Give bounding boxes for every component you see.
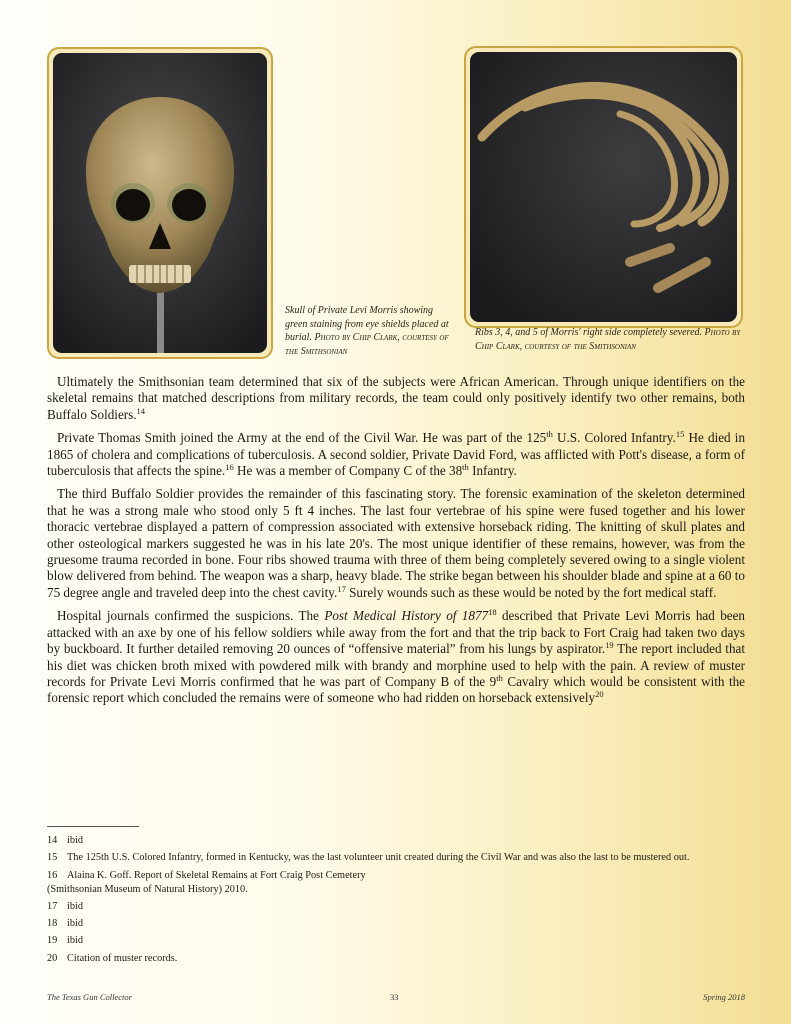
paragraph-text: He died in 1865 of cholera and complications of tuberculosis. A second soldier, Private David Ford, was afflicted with Pott's disease, a form of tuberculosis that affects the spine. bbox=[47, 430, 746, 479]
paragraph-text: Surely wounds such as these would be noted by the fort medical staff. bbox=[345, 584, 717, 600]
footnote-ref: 15 bbox=[675, 429, 685, 440]
footnote-text: The 125th U.S. Colored Infantry, formed in Kentucky, was the last volunteer unit created during the Civil War and was also the last to be mustered out. bbox=[67, 852, 690, 864]
footnote-text-line2: (Smithsonian Museum of Natural History) 2010. bbox=[47, 883, 248, 895]
footnote-ref: 18 bbox=[488, 607, 497, 618]
paragraph-text: Infantry. bbox=[468, 463, 517, 479]
footnote-text: ibid bbox=[67, 835, 84, 846]
footnote-number: 17 bbox=[47, 900, 58, 912]
footnote-number: 19 bbox=[47, 935, 58, 947]
footer-issue: Spring 2018 bbox=[703, 992, 745, 1002]
paragraph-1 bbox=[47, 374, 745, 423]
footnotes bbox=[47, 834, 747, 969]
footnote-ref: 20 bbox=[595, 689, 604, 700]
paragraph-3 bbox=[47, 486, 745, 601]
footer-publication: The Texas Gun Collector bbox=[47, 992, 132, 1002]
ordinal-suffix: th bbox=[462, 462, 469, 473]
footnote-text: ibid bbox=[67, 935, 84, 947]
footnote bbox=[47, 900, 747, 914]
ribs-caption bbox=[475, 326, 745, 353]
skull-caption bbox=[285, 304, 455, 358]
skull-photo-frame bbox=[47, 47, 273, 359]
footnote-text: Citation of muster records. bbox=[67, 952, 178, 964]
footnote-number: 18 bbox=[47, 918, 58, 930]
footnote-ref: 16 bbox=[225, 462, 234, 473]
skull-photo bbox=[53, 53, 267, 353]
paragraph-text: He was a member of Company C of the 38 bbox=[233, 463, 463, 479]
ordinal-suffix: th bbox=[546, 429, 553, 440]
paragraph-text: described that Private Levi Morris had been attacked with an axe by one of his fellow soldiers while away from the fort and that the trip back to Fort Craig had taken two days by buckboard. It further detailed removing 20 ounces of “offensive material” from his lungs by aspirator. bbox=[47, 608, 746, 657]
footnote-text: ibid bbox=[67, 900, 84, 912]
ribs-caption-text: Ribs 3, 4, and 5 of Morris' right side completely severed. bbox=[475, 327, 703, 338]
footnote-divider bbox=[47, 826, 139, 827]
ordinal-suffix: th bbox=[496, 672, 503, 683]
footnote-text: Alaina K. Goff. Report of Skeletal Remains at Fort Craig Post Cemetery bbox=[67, 869, 366, 881]
footnote-ref: 14 bbox=[136, 405, 146, 416]
skull-caption-text: Skull of Private Levi Morris showing green staining from eye shields placed at burial. bbox=[285, 305, 449, 344]
paragraph-text: Private Thomas Smith joined the Army at the end of the Civil War. He was part of the 125 bbox=[57, 430, 547, 446]
footnote-number: 16 bbox=[47, 869, 58, 881]
footnote bbox=[47, 851, 747, 865]
paragraph-text: The third Buffalo Soldier provides the remainder of this fascinating story. The forensic examination of the skeleton determined that he was a strong male who stood only 5 ft 4 inches. The last four vertebrae of his spine were fused together and his lower thoracic vertebrae displayed a pattern of compression associated with extensive horseback riding. The knitting of skull plates and other osteological markers suggested he was in his late 20's. The most unique identifier of these remains, however, was from the gruesome trauma recorded in bone. Four ribs showed trauma with three of them being completely severed owing to a single violent blow delivered from behind. The weapon was a sharp, heavy blade. The strike began between his shoulder blade and spine at a 60 to 75 degree angle and traveled deep into the chest cavity. bbox=[47, 486, 745, 600]
ribs-caption-credit: Photo by Chip Clark, courtesy of the Smithsonian bbox=[475, 327, 741, 352]
ribs-photo bbox=[470, 52, 737, 322]
footnote bbox=[47, 834, 747, 848]
footnote-ref: 17 bbox=[337, 583, 346, 594]
footnote-ref: 19 bbox=[605, 640, 614, 651]
footnote bbox=[47, 869, 747, 897]
article-body bbox=[47, 374, 745, 714]
paragraph-text: U.S. Colored Infantry. bbox=[552, 430, 676, 446]
footer-page-number: 33 bbox=[390, 992, 399, 1002]
paragraph-text: Ultimately the Smithsonian team determined that six of the subjects were African American. Through unique identifiers on the skeletal remains that matched descriptions from military records, the team could only positively identify two other remains, both Buffalo Soldiers. bbox=[47, 374, 745, 422]
footnote bbox=[47, 952, 747, 966]
paragraph-text: Cavalry which would be consistent with the forensic report which concluded the remains were of someone who had ridden on horseback extensively bbox=[47, 673, 745, 706]
skull-caption-credit: Photo by Chip Clark, courtesy of the Smithsonian bbox=[285, 332, 449, 357]
paragraph-text: Hospital journals confirmed the suspicions. The bbox=[57, 608, 325, 624]
footnote bbox=[47, 917, 747, 931]
book-title: Post Medical History of 1877 bbox=[324, 608, 489, 624]
footnote-number: 14 bbox=[47, 835, 58, 846]
footnote bbox=[47, 934, 747, 948]
footnote-number: 15 bbox=[47, 852, 58, 864]
footnote-text: ibid bbox=[67, 918, 84, 930]
footnote-number: 20 bbox=[47, 952, 58, 964]
paragraph-2 bbox=[47, 430, 745, 479]
ribs-photo-frame bbox=[464, 46, 743, 328]
paragraph-4 bbox=[47, 608, 745, 706]
paragraph-text: The report included that his diet was chicken broth mixed with powdered milk with brandy and morphine used to help with the pain. A review of muster records for Private Levi Morris confirmed that he was part of Company B of the 9 bbox=[47, 641, 745, 689]
